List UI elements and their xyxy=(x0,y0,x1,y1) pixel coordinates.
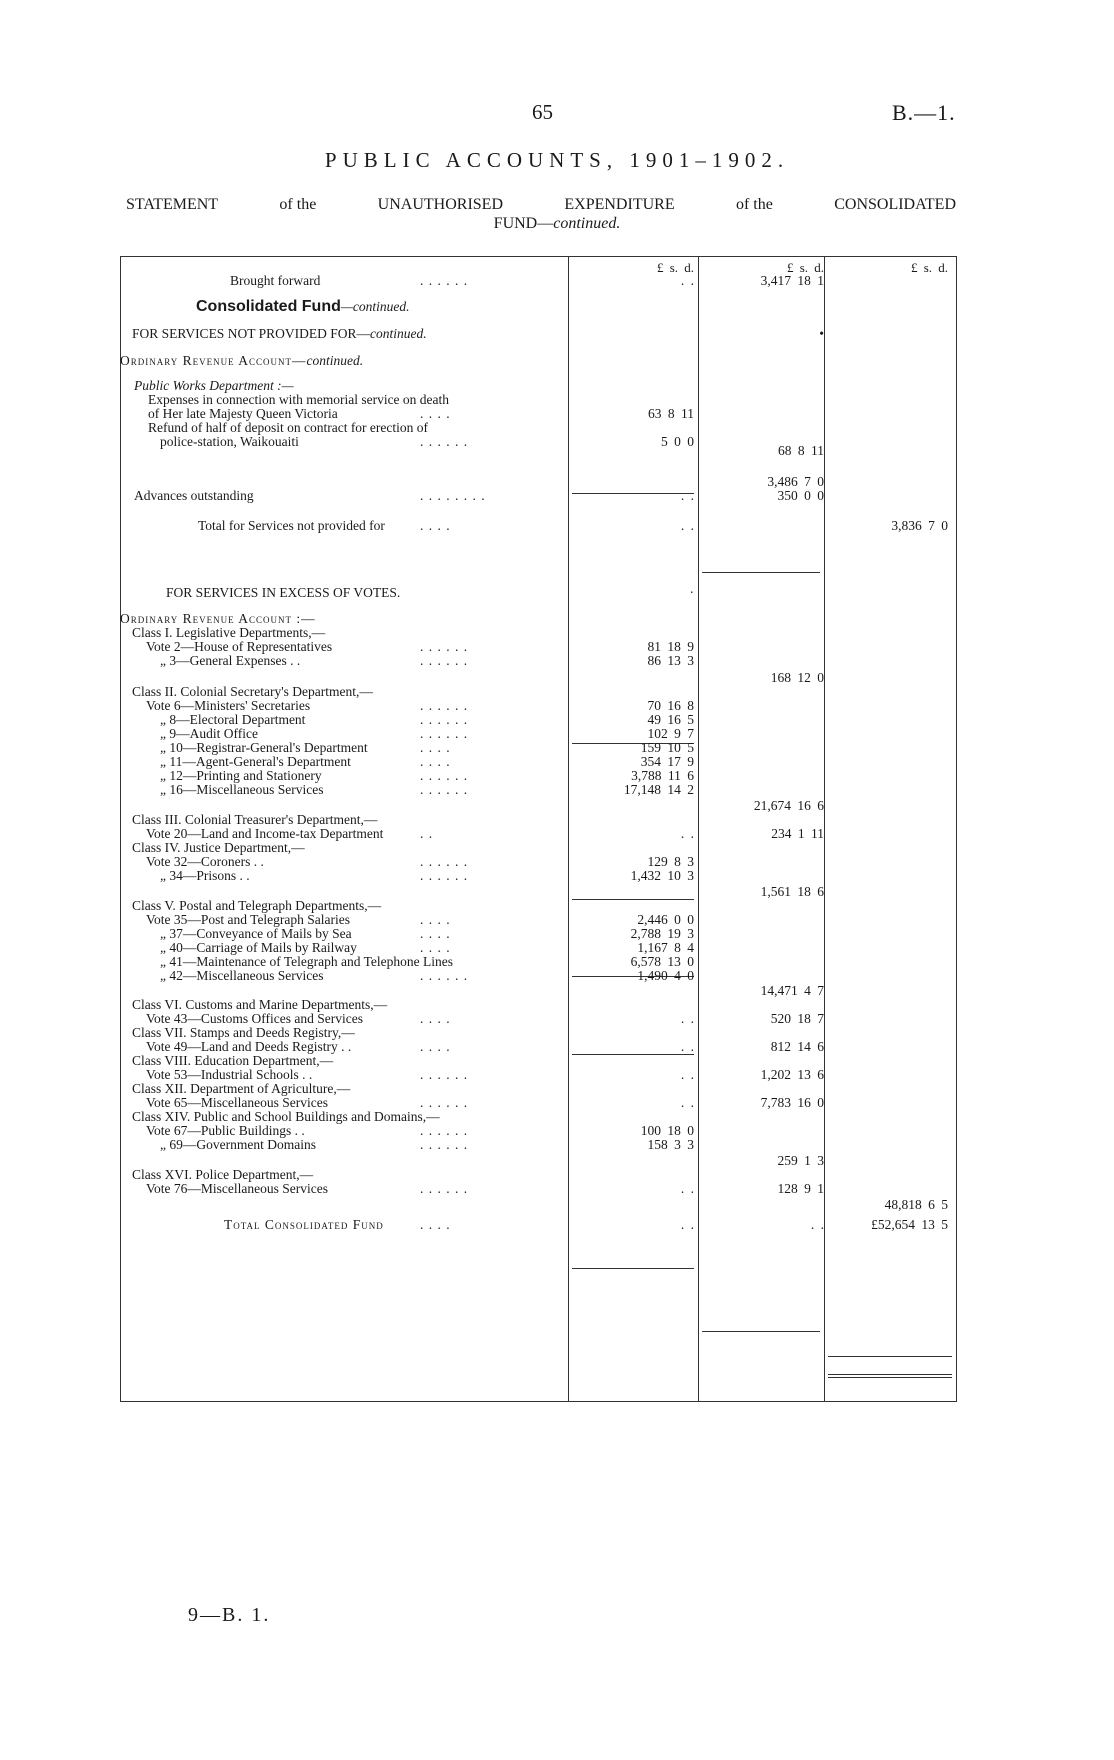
row-label: FOR SERVICES IN EXCESS OF VOTES. xyxy=(166,585,401,600)
table-row xyxy=(120,968,956,984)
page-footer-reference: 9—B. 1. xyxy=(188,1604,271,1626)
row-label: Total Consolidated Fund xyxy=(224,1217,384,1232)
amount-items: 129 8 3 xyxy=(647,854,694,869)
leader-dots: . . . . . . xyxy=(420,434,469,449)
leader-dots: . . . . . . xyxy=(420,968,469,983)
row-label-text: FOR SERVICES NOT PROVIDED FOR— xyxy=(132,326,370,341)
leader-dots: . . . . xyxy=(420,940,451,955)
row-label: Refund of half of deposit on contract for erection of xyxy=(148,420,429,435)
row-label xyxy=(120,353,363,369)
amount-subtotal: 350 0 0 xyxy=(777,488,824,503)
row-label: of Her late Majesty Queen Victoria xyxy=(148,406,338,421)
amount-items: 158 3 3 xyxy=(647,1137,694,1152)
leader-dots: . . . . xyxy=(420,754,451,769)
row-label: Expenses in connection with memorial service on death xyxy=(148,392,450,407)
amount-subtotal: 1,561 18 6 xyxy=(760,884,824,899)
subtotal-rule xyxy=(702,572,820,573)
leader-dots: . . . . . . xyxy=(420,1067,469,1082)
row-label: „ 69—Government Domains xyxy=(160,1137,316,1152)
amount-items: . . xyxy=(680,1095,694,1110)
statement-continued-word: continued. xyxy=(553,215,621,232)
statement-word: of the xyxy=(279,196,317,213)
row-label-suffix: continued. xyxy=(369,326,427,341)
amount-items: 1,167 8 4 xyxy=(637,940,694,955)
leader-dots: . . . . . . xyxy=(420,273,469,288)
amount-subtotal: 7,783 16 0 xyxy=(760,1095,824,1110)
table-row xyxy=(120,353,956,369)
table-row xyxy=(120,488,956,504)
table-row xyxy=(120,1197,956,1213)
row-label: Vote 32—Coroners . . xyxy=(146,854,264,869)
statement-word: CONSOLIDATED xyxy=(834,196,956,213)
leader-dots: . . . . . . xyxy=(420,712,469,727)
row-label: Brought forward xyxy=(230,273,321,288)
row-label: „ 34—Prisons . . xyxy=(160,868,250,883)
amount-items: · xyxy=(689,585,694,600)
statement-word: UNAUTHORISED xyxy=(377,196,503,213)
row-label: Vote 43—Customs Offices and Services xyxy=(146,1011,363,1026)
amount-items: 49 16 5 xyxy=(647,712,694,727)
table-row xyxy=(120,326,956,342)
amount-items: 81 18 9 xyxy=(647,639,694,654)
table-row xyxy=(120,1181,956,1197)
table-row xyxy=(120,443,956,459)
amount-items: 63 8 11 xyxy=(648,406,694,421)
amount-subtotal: 14,471 4 7 xyxy=(760,983,824,998)
page-title: PUBLIC ACCOUNTS, 1901–1902. xyxy=(324,148,790,172)
amount-subtotal: 3,486 7 0 xyxy=(767,474,824,489)
row-label: Class II. Colonial Secretary's Department,— xyxy=(132,684,373,699)
amount-items: . . xyxy=(680,488,694,503)
table-row xyxy=(120,1217,956,1233)
row-label: police-station, Waikouaiti xyxy=(160,434,299,449)
row-label: „ 3—General Expenses . . xyxy=(160,653,301,668)
table-bottom-rule xyxy=(120,1401,956,1402)
amount-items: 354 17 9 xyxy=(640,754,694,769)
row-label: Class V. Postal and Telegraph Departments,— xyxy=(132,898,382,913)
row-label-text: Ordinary Revenue Account— xyxy=(120,353,307,368)
currency-header: £ s. d. xyxy=(910,260,948,275)
leader-dots: . . . . xyxy=(420,740,451,755)
page-number: 65 xyxy=(532,100,553,124)
row-label: Class VII. Stamps and Deeds Registry,— xyxy=(132,1025,355,1040)
amount-items: 100 18 0 xyxy=(640,1123,694,1138)
row-label: „ 9—Audit Office xyxy=(160,726,258,741)
total-rule xyxy=(828,1356,952,1357)
row-label: Class VI. Customs and Marine Departments,— xyxy=(132,997,388,1012)
amount-subtotal: 128 9 1 xyxy=(777,1181,824,1196)
statement-word: STATEMENT xyxy=(126,196,219,213)
leader-dots: . . . . . . xyxy=(420,1095,469,1110)
row-label: Vote 49—Land and Deeds Registry . . xyxy=(146,1039,352,1054)
total-double-rule xyxy=(828,1377,952,1378)
leader-dots: . . . . xyxy=(420,518,451,533)
row-label: Vote 65—Miscellaneous Services xyxy=(146,1095,328,1110)
leader-dots: . . . . . . xyxy=(420,1137,469,1152)
amount-items: . . xyxy=(680,1039,694,1054)
row-label: Vote 35—Post and Telegraph Salaries xyxy=(146,912,351,927)
amount-subtotal: 168 12 0 xyxy=(770,670,824,685)
row-label: Class I. Legislative Departments,— xyxy=(132,625,326,640)
row-label: Vote 6—Ministers' Secretaries xyxy=(146,698,311,713)
row-label: „ 11—Agent-General's Department xyxy=(160,754,351,769)
leader-dots: . . . . . . xyxy=(420,726,469,741)
leader-dots: . . . . xyxy=(420,926,451,941)
statement-fund-word: FUND— xyxy=(493,215,554,232)
row-label: Total for Services not provided for xyxy=(198,518,385,533)
leader-dots: . . . . xyxy=(420,1039,451,1054)
amount-subtotal: 68 8 11 xyxy=(778,443,824,458)
leader-dots: . . . . . . xyxy=(420,653,469,668)
row-label: „ 41—Maintenance of Telegraph and Telephone Lines xyxy=(160,954,454,969)
statement-word: EXPENDITURE xyxy=(564,196,675,213)
row-label: „ 12—Printing and Stationery xyxy=(160,768,322,783)
statement-heading-continued xyxy=(0,215,1114,233)
table-right-rule xyxy=(956,256,957,1402)
row-label: Vote 53—Industrial Schools . . xyxy=(146,1067,313,1082)
row-label xyxy=(132,326,427,342)
leader-dots: . . . . . . xyxy=(420,782,469,797)
amount-subtotal: 520 18 7 xyxy=(770,1011,824,1026)
row-label: Class VIII. Education Department,— xyxy=(132,1053,334,1068)
leader-dots: . . . . . . xyxy=(420,868,469,883)
currency-header: £ s. d. xyxy=(656,260,694,275)
leader-dots: . . . . xyxy=(420,1217,451,1232)
row-label xyxy=(196,299,410,315)
amount-items: . . xyxy=(680,1011,694,1026)
amount-total: £52,654 13 5 xyxy=(871,1217,948,1232)
amount-items: 102 9 7 xyxy=(647,726,694,741)
table-row xyxy=(120,782,956,798)
row-label: Class IV. Justice Department,— xyxy=(132,840,305,855)
amount-total: 3,836 7 0 xyxy=(891,518,948,533)
table-top-rule xyxy=(120,256,956,257)
row-label: „ 8—Electoral Department xyxy=(160,712,306,727)
currency-header: £ s. d. xyxy=(786,260,824,275)
subtotal-rule xyxy=(572,1268,694,1269)
amount-items: 159 10 5 xyxy=(640,740,694,755)
leader-dots: . . . . . . xyxy=(420,1181,469,1196)
amount-items: . . xyxy=(680,826,694,841)
amount-items: 5 0 0 xyxy=(661,434,694,449)
document-reference: B.—1. xyxy=(892,100,956,125)
row-label: „ 16—Miscellaneous Services xyxy=(160,782,324,797)
amount-items: . . xyxy=(680,273,694,288)
leader-dots: . . . . xyxy=(420,1011,451,1026)
amount-subtotal: 812 14 6 xyxy=(770,1039,824,1054)
row-label: Vote 20—Land and Income-tax Department xyxy=(146,826,384,841)
amount-items: 3,788 11 6 xyxy=(631,768,694,783)
amount-subtotal: 1,202 13 6 xyxy=(760,1067,824,1082)
row-label: Class XII. Department of Agriculture,— xyxy=(132,1081,351,1096)
amount-items: 2,446 0 0 xyxy=(637,912,694,927)
row-label-suffix: continued. xyxy=(306,353,364,368)
total-double-rule xyxy=(828,1374,952,1375)
leader-dots: . . . . xyxy=(420,406,451,421)
amount-items: 1,432 10 3 xyxy=(630,868,694,883)
table-row xyxy=(120,868,956,884)
amount-items: 1,490 4 0 xyxy=(637,968,694,983)
leader-dots: . . . . . . . . xyxy=(420,488,486,503)
row-label: Class XIV. Public and School Buildings and Domains,— xyxy=(132,1109,440,1124)
table-row xyxy=(120,299,956,315)
amount-items: . . xyxy=(680,1181,694,1196)
amount-items: . . xyxy=(680,1217,694,1232)
accounts-table xyxy=(120,256,956,1402)
leader-dots: . . xyxy=(420,826,434,841)
subtotal-rule xyxy=(702,1331,820,1332)
leader-dots: . . . . . . xyxy=(420,639,469,654)
row-label: „ 10—Registrar-General's Department xyxy=(160,740,368,755)
leader-dots: . . . . . . xyxy=(420,854,469,869)
leader-dots: . . . . . . xyxy=(420,768,469,783)
amount-items: 2,788 19 3 xyxy=(630,926,694,941)
row-label-suffix: —continued. xyxy=(340,299,410,314)
row-label: Class III. Colonial Treasurer's Department,— xyxy=(132,812,378,827)
amount-subtotal: 21,674 16 6 xyxy=(753,798,824,813)
table-row xyxy=(120,1137,956,1153)
row-label: „ 42—Miscellaneous Services xyxy=(160,968,324,983)
amount-subtotal: 234 1 11 xyxy=(771,826,824,841)
row-label: „ 37—Conveyance of Mails by Sea xyxy=(160,926,352,941)
row-label: Advances outstanding xyxy=(134,488,254,503)
table-row xyxy=(120,518,956,534)
row-label: Vote 67—Public Buildings . . xyxy=(146,1123,305,1138)
amount-total: 48,818 6 5 xyxy=(884,1197,948,1212)
row-label: Vote 2—House of Representatives xyxy=(146,639,333,654)
row-label: Class XVI. Police Department,— xyxy=(132,1167,314,1182)
row-label: Ordinary Revenue Account :— xyxy=(120,611,316,626)
leader-dots: . . . . . . xyxy=(420,1123,469,1138)
amount-items: 17,148 14 2 xyxy=(623,782,694,797)
row-label: Vote 76—Miscellaneous Services xyxy=(146,1181,328,1196)
amount-subtotal: • xyxy=(819,326,824,341)
table-row xyxy=(120,585,956,601)
amount-subtotal: 3,417 18 1 xyxy=(760,273,824,288)
amount-items: 70 16 8 xyxy=(647,698,694,713)
amount-items: . . xyxy=(680,518,694,533)
statement-word: of the xyxy=(735,196,773,213)
amount-items: 86 13 3 xyxy=(647,653,694,668)
amount-items: 6,578 13 0 xyxy=(630,954,694,969)
row-label: „ 40—Carriage of Mails by Railway xyxy=(160,940,357,955)
leader-dots: . . . . xyxy=(420,912,451,927)
row-label: Public Works Department :— xyxy=(134,378,294,393)
table-row xyxy=(120,273,956,289)
leader-dots: . . . . . . xyxy=(420,698,469,713)
table-row xyxy=(120,653,956,669)
amount-items: . . xyxy=(680,1067,694,1082)
amount-subtotal: 259 1 3 xyxy=(777,1153,824,1168)
row-label-text: Consolidated Fund xyxy=(196,298,341,315)
amount-subtotal: . . xyxy=(810,1217,824,1232)
statement-heading xyxy=(126,196,956,214)
